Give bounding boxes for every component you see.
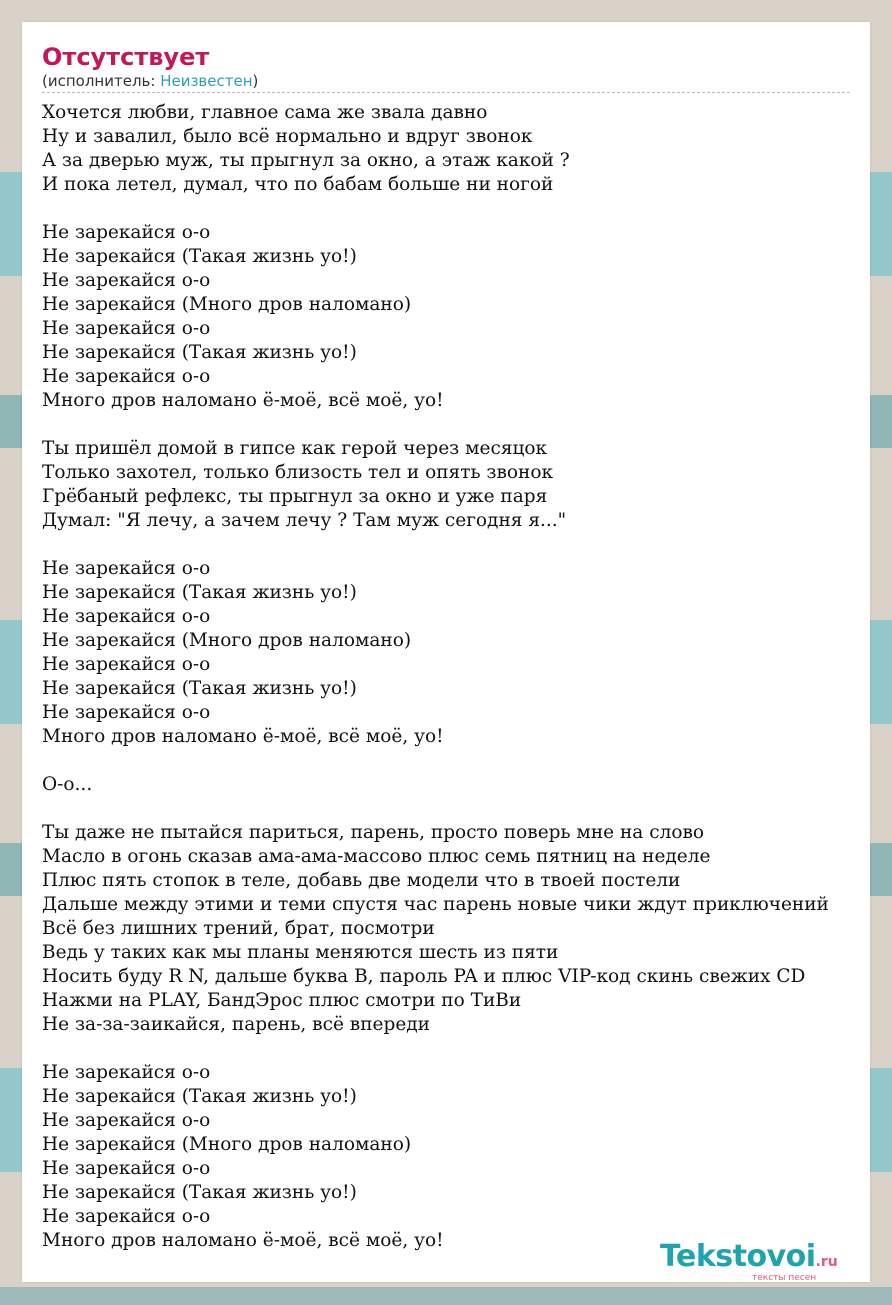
lyric-line: Масло в огонь сказав ама-ама-массово плюс семь пятниц на неделе xyxy=(42,846,711,867)
lyric-line: Не зарекайся о-о xyxy=(42,1062,211,1083)
lyric-line: Не зарекайся (Такая жизнь уо!) xyxy=(42,1182,357,1203)
lyric-line: Ты даже не пытайся париться, парень, просто поверь мне на слово xyxy=(42,822,705,843)
lyric-line: О-о... xyxy=(42,774,93,795)
lyric-line: Не зарекайся (Такая жизнь уо!) xyxy=(42,582,357,603)
lyric-line: Не зарекайся о-о xyxy=(42,1158,211,1179)
lyric-line: Много дров наломано ё-моё, всё моё, уо! xyxy=(42,1230,444,1251)
lyric-line: Не зарекайся (Такая жизнь уо!) xyxy=(42,678,357,699)
lyric-blank-line xyxy=(42,1037,829,1061)
lyric-line: И пока летел, думал, что по бабам больше ни ногой xyxy=(42,174,554,195)
lyric-blank-line xyxy=(42,749,829,773)
lyric-line: Дальше между этими и теми спустя час парень новые чики ждут приключений xyxy=(42,894,829,915)
lyric-line: Много дров наломано ё-моё, всё моё, уо! xyxy=(42,390,444,411)
lyric-blank-line xyxy=(42,197,829,221)
artist-prefix: (исполнитель: xyxy=(42,72,161,90)
song-header xyxy=(42,42,850,93)
lyric-line: Не зарекайся (Такая жизнь уо!) xyxy=(42,246,357,267)
lyric-blank-line xyxy=(42,533,829,557)
song-title: Отсутствует xyxy=(42,43,210,71)
lyric-blank-line xyxy=(42,797,829,821)
lyric-line: Не за-за-заикайся, парень, всё впереди xyxy=(42,1014,430,1035)
lyric-line: Не зарекайся о-о xyxy=(42,366,211,387)
lyric-line: Не зарекайся (Много дров наломано) xyxy=(42,630,412,651)
lyric-line: Нажми на PLAY, БандЭрос плюс смотри по ТиВи xyxy=(42,990,522,1011)
lyric-line: Не зарекайся (Много дров наломано) xyxy=(42,294,412,315)
lyric-line: Только захотел, только близость тел и опять звонок xyxy=(42,462,554,483)
lyric-line: Грёбаный рефлекс, ты прыгнул за окно и уже паря xyxy=(42,486,548,507)
lyric-line: Ведь у таких как мы планы меняются шесть из пяти xyxy=(42,942,559,963)
artist-suffix: ) xyxy=(252,72,259,90)
lyric-line: Думал: "Я лечу, а зачем лечу ? Там муж сегодня я..." xyxy=(42,510,567,531)
logo-tld: .ru xyxy=(815,1254,838,1270)
lyric-line: Не зарекайся о-о xyxy=(42,270,211,291)
lyric-line: Хочется любви, главное сама же звала давно xyxy=(42,102,488,123)
lyric-line: Не зарекайся (Такая жизнь уо!) xyxy=(42,1086,357,1107)
lyric-line: Не зарекайся о-о xyxy=(42,606,211,627)
lyric-line: А за дверью муж, ты прыгнул за окно, а этаж какой ? xyxy=(42,150,570,171)
lyric-line: Плюс пять стопок в теле, добавь две модели что в твоей постели xyxy=(42,870,681,891)
lyrics-text xyxy=(42,101,829,1253)
lyric-blank-line xyxy=(42,413,829,437)
lyric-line: Не зарекайся о-о xyxy=(42,318,211,339)
lyric-line: Много дров наломано ё-моё, всё моё, уо! xyxy=(42,726,444,747)
logo-subtitle: тексты песен xyxy=(752,1273,817,1283)
artist-line xyxy=(42,72,850,90)
lyric-line: Носить буду R N, дальше буква B, пароль PA и плюс VIP-код скинь свежих CD xyxy=(42,966,806,987)
tekstovoi-logo[interactable] xyxy=(660,1240,870,1284)
lyric-line: Не зарекайся о-о xyxy=(42,702,211,723)
artist-link[interactable]: Неизвестен xyxy=(160,72,253,90)
lyric-line: Не зарекайся о-о xyxy=(42,654,211,675)
logo-main-text: Tekstovoi xyxy=(660,1239,816,1274)
lyric-line: Не зарекайся о-о xyxy=(42,558,211,579)
lyrics-card xyxy=(22,22,870,1282)
lyric-line: Всё без лишних трений, брат, посмотри xyxy=(42,918,435,939)
lyric-line: Ты пришёл домой в гипсе как герой через месяцок xyxy=(42,438,548,459)
lyric-line: Не зарекайся о-о xyxy=(42,222,211,243)
lyric-line: Не зарекайся о-о xyxy=(42,1206,211,1227)
lyric-line: Не зарекайся (Много дров наломано) xyxy=(42,1134,412,1155)
lyric-line: Не зарекайся о-о xyxy=(42,1110,211,1131)
lyric-line: Ну и завалил, было всё нормально и вдруг звонок xyxy=(42,126,533,147)
lyric-line: Не зарекайся (Такая жизнь уо!) xyxy=(42,342,357,363)
bottom-decorative-band xyxy=(0,1287,892,1305)
